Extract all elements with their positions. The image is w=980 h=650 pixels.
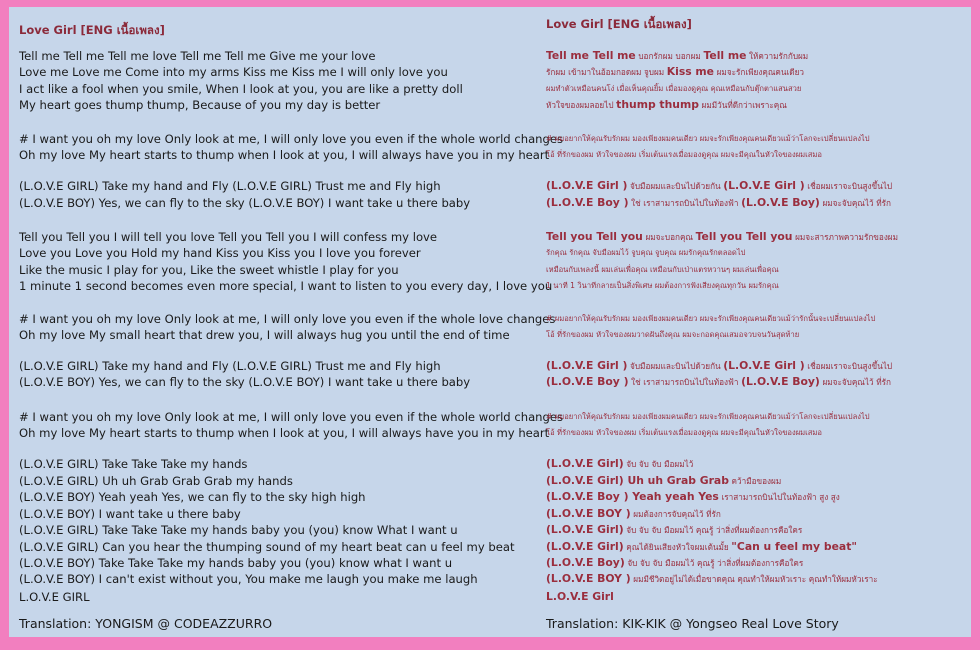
thai-lyric-text: ผมจะจับคุณไว้ ที่รัก: [819, 198, 891, 208]
thai-lyric-text: # ผมอยากให้คุณรับรักผม มองเพียงผมคนเดียว ผมจะรักเพียงคุณคนเดียวแม้ว่ารักนั้นจะเปลี่ยนแปลงไป: [546, 314, 876, 323]
thai-lyric-line: [546, 589, 614, 605]
english-lyric-line: I act like a fool when you smile, When I look at you, you are like a pretty doll: [19, 82, 463, 96]
thai-lyric-text: จับ จับ จับ มือผมไว้ คุณรู้ ว่าสิ่งที่ผมต้องการคือใคร: [623, 525, 803, 535]
thai-lyric-line: [546, 456, 693, 472]
thai-lyric-text: หัวใจของผมลอยไป: [546, 100, 617, 110]
thai-lyric-line: [546, 229, 898, 245]
thai-lyric-text: จับมือผมและบินไปด้วยกัน: [627, 361, 724, 371]
thai-lyric-text: ผมจะบอกคุณ: [642, 232, 696, 242]
thai-lyric-highlight: Tell me Tell me: [546, 49, 636, 62]
english-lyric-line: Like the music I play for you, Like the sweet whistle I play for you: [19, 263, 399, 277]
english-lyric-line: Love me Love me Come into my arms Kiss me Kiss me I will only love you: [19, 65, 448, 79]
thai-lyric-text: คุณได้ยินเสียงหัวใจผมเต้นมั้ย: [623, 542, 732, 552]
thai-lyric-text: # ผมอยากให้คุณรับรักผม มองเพียงผมคนเดียว ผมจะรักเพียงคุณคนเดียวแม้ว่าโลกจะเปลี่ยนแปลงไป: [546, 412, 870, 421]
english-lyric-line: (L.O.V.E BOY) I can't exist without you, You make me laugh you make me laugh: [19, 572, 478, 586]
thai-lyric-text: ใช่ เราสามารถบินไปในท้องฟ้า: [628, 377, 742, 387]
english-lyric-line: (L.O.V.E GIRL) Take Take Take my hands: [19, 457, 248, 471]
thai-lyric-text: ผมมีชีวิตอยู่ไม่ได้เมื่อขาดคุณ คุณทำให้ผมหัวเราะ คุณทำให้ผมหัวเราะ: [630, 574, 878, 584]
thai-lyric-line: [546, 178, 892, 194]
english-lyric-line: My heart goes thump thump, Because of you my day is better: [19, 98, 381, 112]
thai-title: Love Girl [ENG เนื้อเพลง]: [546, 17, 692, 31]
thai-lyric-text: โอ้ ที่รักของผม หัวใจของผม เริ่มเต้นแรงเมื่อมองดูคุณ ผมจะมีคุณในหัวใจของผมเสมอ: [546, 428, 822, 437]
thai-lyric-highlight: (L.O.V.E Boy ): [546, 196, 629, 209]
thai-lyric-highlight: (L.O.V.E Boy ) Yeah yeah Yes: [546, 490, 719, 503]
english-lyric-line: # I want you oh my love Only look at me, I will only love you even if the whole world changes: [19, 132, 564, 146]
thai-lyric-line: [546, 131, 870, 147]
thai-lyric-highlight: L.O.V.E Girl: [546, 590, 614, 603]
thai-lyric-text: ใช่ เราสามารถบินไปในท้องฟ้า: [628, 198, 742, 208]
thai-lyric-line: [546, 262, 779, 278]
english-lyric-line: Oh my love My small heart that drew you, I will always hug you until the end of time: [19, 328, 510, 342]
thai-lyric-line: [546, 278, 779, 294]
thai-lyric-line: [546, 311, 875, 327]
thai-credit: Translation: KIK-KIK @ Yongseo Real Love Story: [546, 616, 839, 631]
thai-lyric-highlight: (L.O.V.E Girl ): [546, 359, 628, 372]
thai-lyric-highlight: Tell you Tell you: [695, 230, 793, 243]
english-lyric-line: (L.O.V.E BOY) Yes, we can fly to the sky (L.O.V.E BOY) I want take u there baby: [19, 196, 471, 210]
thai-lyric-highlight: (L.O.V.E Girl) Uh uh Grab Grab: [546, 474, 729, 487]
thai-lyric-highlight: (L.O.V.E Girl): [546, 523, 624, 536]
english-lyric-line: (L.O.V.E GIRL) Take Take Take my hands baby you (you) know What I want u: [19, 523, 458, 537]
thai-lyric-text: รักผม เข้ามาในอ้อมกอดผม จูบผม: [546, 67, 667, 77]
english-lyric-line: (L.O.V.E GIRL) Take my hand and Fly (L.O.V.E GIRL) Trust me and Fly high: [19, 179, 441, 193]
thai-lyric-highlight: (L.O.V.E Girl): [546, 540, 624, 553]
thai-lyric-text: ผมต้องการจับคุณไว้ ที่รัก: [630, 509, 721, 519]
english-credit: Translation: YONGISM @ CODEAZZURRO: [19, 616, 273, 631]
thai-lyric-highlight: (L.O.V.E BOY ): [546, 572, 631, 585]
english-lyric-line: Oh my love My heart starts to thump when I look at you, I will always have you in my heart: [19, 148, 550, 162]
thai-lyric-highlight: "Can u feel my beat": [731, 540, 857, 553]
thai-lyric-text: โอ้ ที่รักของผม หัวใจของผมวาดฝันถึงคุณ ผมจะกอดคุณเสมอจวบจนวันสุดท้าย: [546, 330, 800, 339]
thai-lyric-line: [546, 425, 822, 441]
english-lyric-line: Love you Love you Hold my hand Kiss you Kiss you I love you forever: [19, 246, 421, 260]
thai-lyric-line: [546, 374, 891, 390]
thai-lyric-highlight: (L.O.V.E BOY ): [546, 507, 631, 520]
english-lyric-line: # I want you oh my love Only look at me, I will only love you even if the whole love changes: [19, 312, 556, 326]
english-lyric-line: Tell you Tell you I will tell you love Tell you Tell you I will confess my love: [19, 230, 438, 244]
thai-lyric-text: จับ จับ จับ มือผมไว้: [623, 459, 694, 469]
thai-lyric-text: เหมือนกับเพลงนี้ ผมเล่นเพื่อคุณ เหมือนกับเป่าแตรหวานๆ ผมเล่นเพื่อคุณ: [546, 265, 779, 274]
thai-lyric-text: ผมจะจับคุณไว้ ที่รัก: [819, 377, 891, 387]
english-lyric-line: 1 minute 1 second becomes even more special, I want to listen to you every day, I love you: [19, 279, 553, 293]
thai-lyric-highlight: (L.O.V.E Boy): [741, 196, 820, 209]
thai-lyric-highlight: (L.O.V.E Boy ): [546, 375, 629, 388]
english-lyric-line: (L.O.V.E GIRL) Take my hand and Fly (L.O.V.E GIRL) Trust me and Fly high: [19, 359, 441, 373]
thai-lyric-highlight: (L.O.V.E Girl ): [723, 359, 805, 372]
thai-lyric-text: เชื่อผมเราจะบินสูงขึ้นไป: [804, 181, 893, 191]
thai-lyric-text: # ผมอยากให้คุณรับรักผม มองเพียงผมคนเดียว ผมจะรักเพียงคุณคนเดียวแม้ว่าโลกจะเปลี่ยนแปลงไป: [546, 134, 870, 143]
thai-lyric-highlight: (L.O.V.E Girl ): [546, 179, 628, 192]
thai-lyric-highlight: (L.O.V.E Boy): [546, 556, 625, 569]
english-lyric-line: Tell me Tell me Tell me love Tell me Tell me Give me your love: [19, 49, 376, 63]
thai-lyric-text: ให้ความรักกับผม: [746, 51, 809, 61]
thai-lyric-highlight: (L.O.V.E Boy): [741, 375, 820, 388]
thai-lyric-highlight: Tell you Tell you: [546, 230, 643, 243]
thai-lyric-text: ผมมีวันที่ดีกว่าเพราะคุณ: [698, 100, 787, 110]
english-lyric-line: (L.O.V.E BOY) I want take u there baby: [19, 507, 241, 521]
thai-lyric-highlight: (L.O.V.E Girl): [546, 457, 624, 470]
thai-lyric-line: [546, 195, 891, 211]
thai-lyric-highlight: (L.O.V.E Girl ): [723, 179, 805, 192]
thai-lyric-text: บอกรักผม บอกผม: [635, 51, 704, 61]
thai-lyric-text: เราสามารถบินไปในท้องฟ้า สูง สูง: [718, 492, 840, 502]
thai-lyric-line: [546, 555, 803, 571]
thai-lyric-text: ผมจะสารภาพความรักของผม: [792, 232, 899, 242]
thai-lyric-line: [546, 358, 892, 374]
thai-lyric-line: [546, 571, 878, 587]
thai-lyric-line: [546, 506, 721, 522]
thai-lyric-text: โอ้ ที่รักของผม หัวใจของผม เริ่มเต้นแรงเมื่อมองดูคุณ ผมจะมีคุณในหัวใจของผมเสมอ: [546, 150, 822, 159]
lyrics-panel: [9, 7, 971, 637]
thai-lyric-line: [546, 473, 781, 489]
thai-lyric-line: [546, 147, 822, 163]
thai-lyric-highlight: thump thump: [616, 98, 699, 111]
thai-lyric-line: [546, 245, 745, 261]
thai-lyric-line: [546, 409, 870, 425]
thai-lyric-text: รักคุณ รักคุณ จับมือผมไว้ จูบคุณ จูบคุณ ผมรักคุณรักตลอดไป: [546, 248, 746, 257]
english-lyric-line: Oh my love My heart starts to thump when I look at you, I will always have you in my heart: [19, 426, 550, 440]
english-title: Love Girl [ENG เนื้อเพลง]: [19, 23, 165, 37]
english-lyric-line: L.O.V.E GIRL: [19, 590, 90, 604]
thai-lyric-highlight: Kiss me: [666, 65, 715, 78]
thai-lyric-text: ผมจะรักเพียงคุณคนเดียว: [714, 67, 805, 77]
english-lyric-line: # I want you oh my love Only look at me, I will only love you even if the whole world changes: [19, 410, 564, 424]
thai-lyric-text: คว้ามือของผม: [728, 476, 782, 486]
english-lyric-line: (L.O.V.E GIRL) Can you hear the thumping sound of my heart beat can u feel my beat: [19, 540, 515, 554]
thai-lyric-line: [546, 539, 857, 555]
thai-lyric-line: [546, 48, 808, 64]
thai-lyric-text: เชื่อผมเราจะบินสูงขึ้นไป: [804, 361, 893, 371]
thai-lyric-text: จับมือผมและบินไปด้วยกัน: [627, 181, 724, 191]
english-lyric-line: (L.O.V.E BOY) Take Take Take my hands baby you (you) know what I want u: [19, 556, 453, 570]
thai-lyric-text: จับ จับ จับ มือผมไว้ คุณรู้ ว่าสิ่งที่ผมต้องการคือใคร: [624, 558, 804, 568]
thai-lyric-highlight: Tell me: [703, 49, 747, 62]
thai-lyric-line: [546, 97, 787, 113]
thai-lyric-line: [546, 522, 802, 538]
english-lyric-line: (L.O.V.E GIRL) Uh uh Grab Grab Grab my hands: [19, 474, 293, 488]
thai-lyric-line: [546, 489, 840, 505]
thai-lyric-line: [546, 81, 801, 97]
thai-lyric-text: 1 นาที 1 วินาทีกลายเป็นสิ่งพิเศษ ผมต้องการฟังเสียงคุณทุกวัน ผมรักคุณ: [546, 281, 779, 290]
thai-lyric-line: [546, 64, 804, 80]
thai-lyric-text: ผมทำตัวเหมือนคนโง่ เมื่อเห็นคุณยิ้ม เมื่อมองดูคุณ คุณเหมือนกับตุ๊กตาแสนสวย: [546, 84, 802, 93]
english-lyric-line: (L.O.V.E BOY) Yes, we can fly to the sky (L.O.V.E BOY) I want take u there baby: [19, 375, 471, 389]
thai-lyric-line: [546, 327, 799, 343]
english-lyric-line: (L.O.V.E BOY) Yeah yeah Yes, we can fly to the sky high high: [19, 490, 366, 504]
